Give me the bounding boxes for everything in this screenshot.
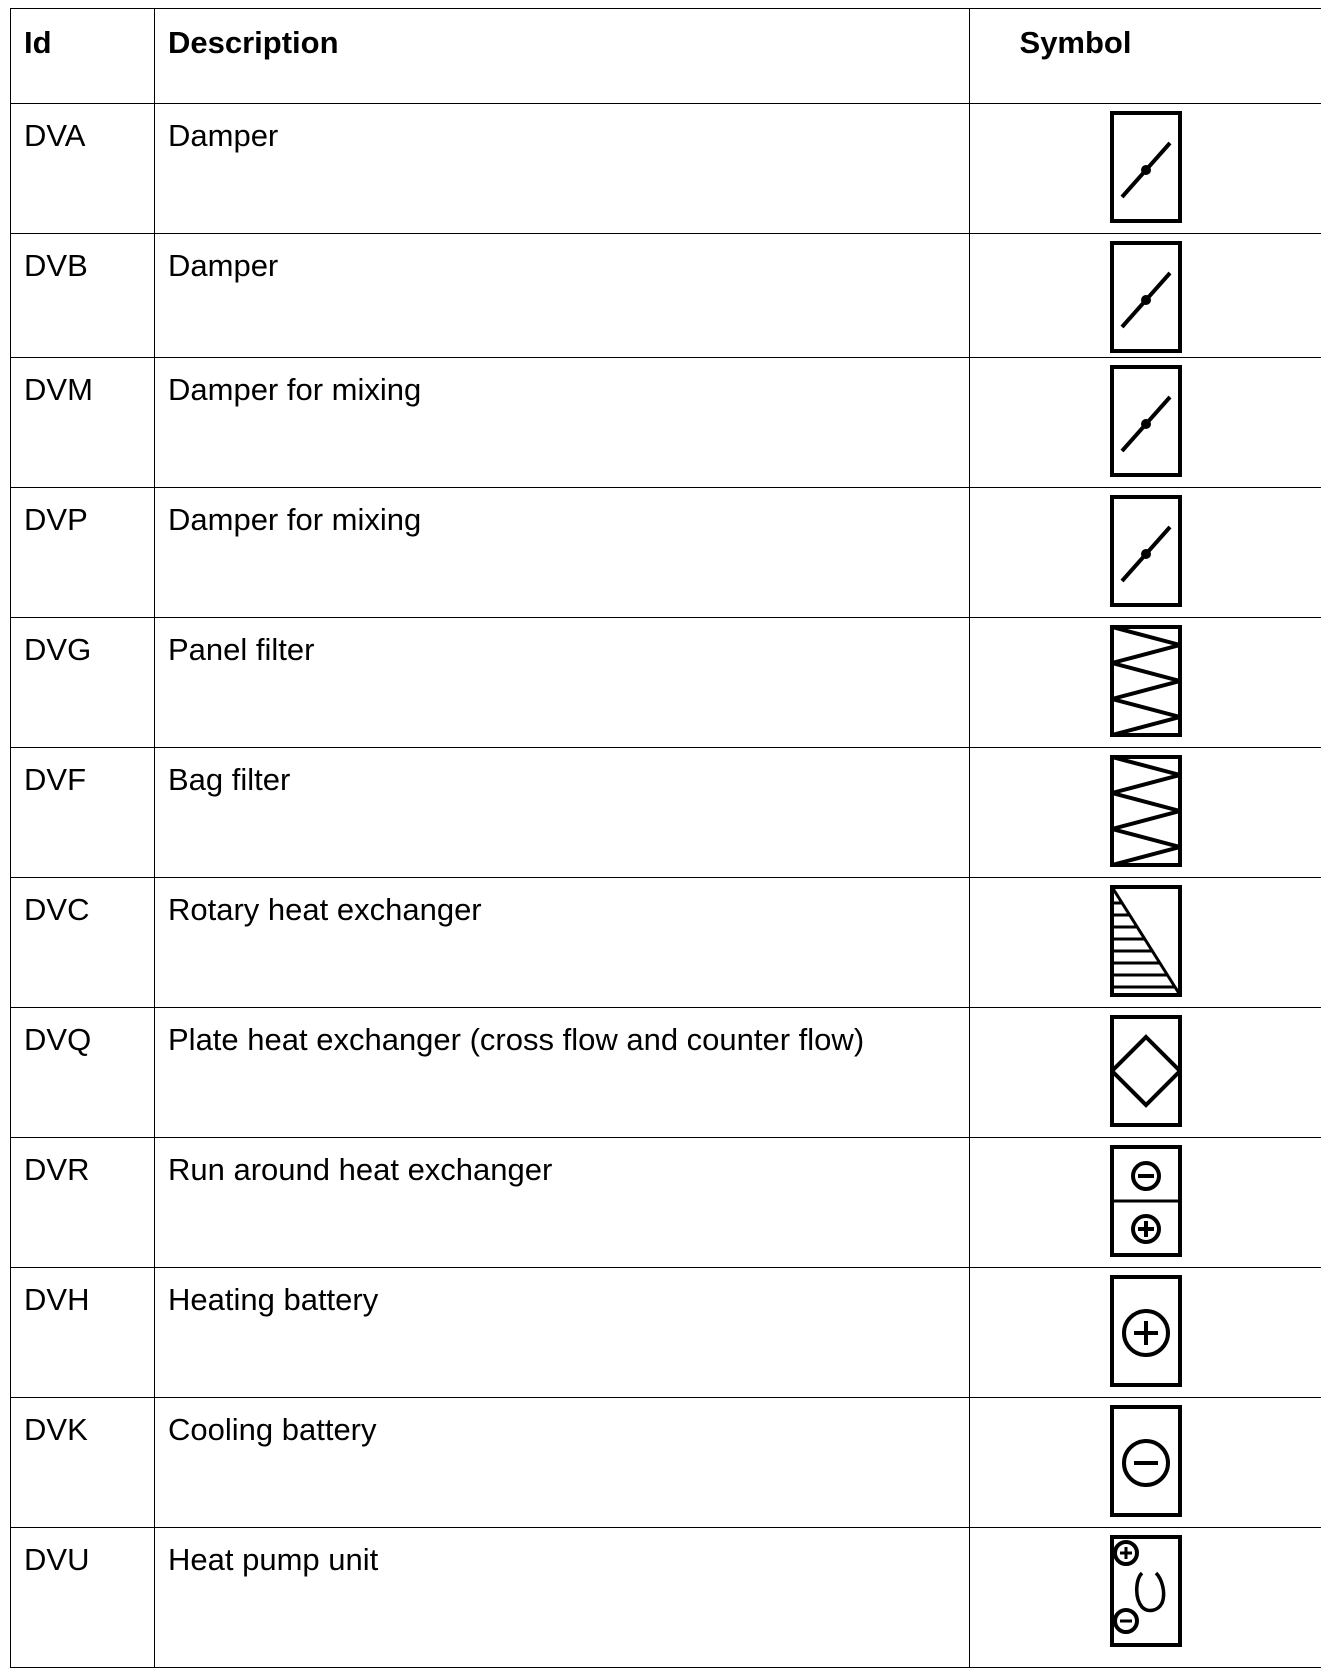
symbol-cell	[970, 618, 1321, 748]
damper-icon	[1110, 241, 1182, 353]
id-cell: DVB	[11, 234, 155, 358]
id-cell: DVF	[11, 748, 155, 878]
id-cell: DVP	[11, 488, 155, 618]
table-row	[11, 1268, 1321, 1398]
symbol-cell	[970, 1528, 1321, 1668]
description-cell: Run around heat exchanger	[155, 1138, 970, 1268]
description-cell: Damper for mixing	[155, 358, 970, 488]
symbol-cell	[970, 1268, 1321, 1398]
heat-pump-unit-icon	[1110, 1535, 1182, 1647]
symbol-cell	[970, 488, 1321, 618]
table-row	[11, 234, 1321, 358]
table-row	[11, 748, 1321, 878]
symbol-table	[10, 8, 1321, 1668]
panel-filter-icon	[1110, 625, 1182, 737]
header-description: Description	[155, 9, 970, 104]
id-cell: DVA	[11, 104, 155, 234]
plate-heat-exchanger-icon	[1110, 1015, 1182, 1127]
table-row	[11, 488, 1321, 618]
damper-icon	[1110, 365, 1182, 477]
run-around-heat-exchanger-icon	[1110, 1145, 1182, 1257]
table-row	[11, 618, 1321, 748]
table-row	[11, 1528, 1321, 1668]
symbol-cell	[970, 1398, 1321, 1528]
id-cell: DVC	[11, 878, 155, 1008]
symbol-cell	[970, 358, 1321, 488]
description-cell: Cooling battery	[155, 1398, 970, 1528]
bag-filter-icon	[1110, 755, 1182, 867]
table-row	[11, 1138, 1321, 1268]
description-cell: Damper	[155, 234, 970, 358]
id-cell: DVH	[11, 1268, 155, 1398]
header-id: Id	[11, 9, 155, 104]
symbol-cell	[970, 1008, 1321, 1138]
id-cell: DVM	[11, 358, 155, 488]
symbol-cell	[970, 1138, 1321, 1268]
symbol-cell	[970, 234, 1321, 358]
id-cell: DVU	[11, 1528, 155, 1668]
description-cell: Damper	[155, 104, 970, 234]
damper-icon	[1110, 111, 1182, 223]
id-cell: DVQ	[11, 1008, 155, 1138]
id-cell: DVG	[11, 618, 155, 748]
header-symbol: Symbol	[970, 9, 1321, 104]
cooling-battery-icon	[1110, 1405, 1182, 1517]
description-cell: Heating battery	[155, 1268, 970, 1398]
id-cell: DVK	[11, 1398, 155, 1528]
table-row	[11, 878, 1321, 1008]
rotary-heat-exchanger-icon	[1110, 885, 1182, 997]
description-cell: Damper for mixing	[155, 488, 970, 618]
id-cell: DVR	[11, 1138, 155, 1268]
description-cell: Panel filter	[155, 618, 970, 748]
table-row	[11, 358, 1321, 488]
heating-battery-icon	[1110, 1275, 1182, 1387]
damper-icon	[1110, 495, 1182, 607]
symbol-cell	[970, 748, 1321, 878]
table-row	[11, 1008, 1321, 1138]
description-cell: Heat pump unit	[155, 1528, 970, 1668]
header-row	[11, 9, 1321, 104]
description-cell: Bag filter	[155, 748, 970, 878]
table-row	[11, 104, 1321, 234]
symbol-cell	[970, 104, 1321, 234]
symbol-cell	[970, 878, 1321, 1008]
table-row	[11, 1398, 1321, 1528]
description-cell: Plate heat exchanger (cross flow and counter flow)	[155, 1008, 970, 1138]
description-cell: Rotary heat exchanger	[155, 878, 970, 1008]
